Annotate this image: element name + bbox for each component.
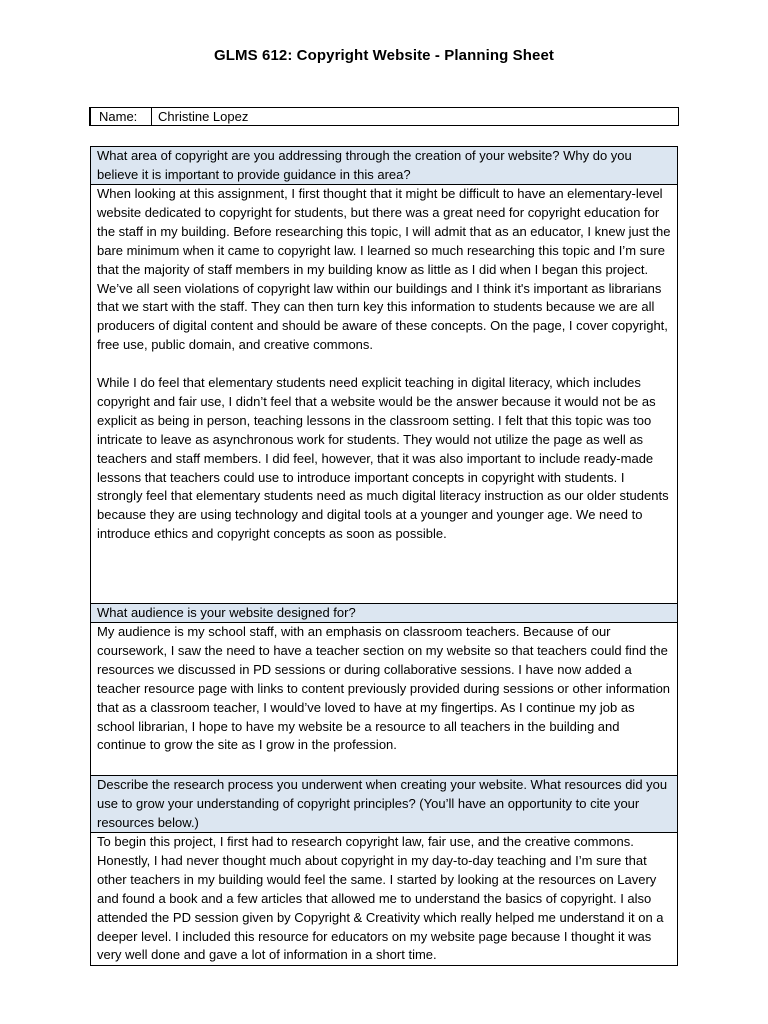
section-audience (90, 603, 678, 776)
name-value: Christine Lopez (158, 109, 249, 124)
answer-copyright-area (91, 185, 677, 603)
section-copyright-area (90, 146, 678, 603)
answer-paragraph: To begin this project, I first had to research copyright law, fair use, and the creative commons. Honestly, I had never thought much about copyright in my day-to-day teaching and I’m sure that other teachers in my building would feel the same. I started by looking at the resources on Lavery and found a book and a few articles that allowed me to understand the basics of copyright. I also attended the PD session given by Copyright & Creativity which really helped me understand it on a deeper level. I included this resource for educators on my website page because I thought it was very well done and gave a lot of information in a short time. (97, 834, 664, 963)
section-research-process (90, 775, 678, 966)
answer-paragraph: While I do feel that elementary students need explicit teaching in digital literacy, which includes copyright and fair use, I didn’t feel that a website would be the answer because it would not be as explicit as being in person, teaching lessons in the classroom setting. I felt that this topic was too intricate to leave as asynchronous work for students. They would not utilize the page as well as teachers and staff members. I did feel, however, that it was also important to include ready-made lessons that teachers could use to introduce important concepts in copyright with students. I strongly feel that elementary students need as much digital literacy instruction as our older students because they are using technology and digital tools at a younger and younger age. We need to introduce ethics and copyright concepts as soon as possible. (97, 375, 669, 542)
question-audience: What audience is your website designed for? (91, 603, 677, 623)
answer-audience (91, 623, 677, 776)
answer-research-process (91, 833, 677, 966)
question-research-process: Describe the research process you underwent when creating your website. What resources did you use to grow your understanding of copyright principles? (You’ll have an opportunity to cite your resources below.) (91, 775, 677, 833)
question-copyright-area: What area of copyright are you addressing through the creation of your website? Why do you believe it is important to provide guidance in this area? (91, 146, 677, 185)
name-label: Name: (91, 108, 152, 125)
answer-paragraph: When looking at this assignment, I first thought that it might be difficult to have an elementary-level website dedicated to copyright for students, but there was a great need for copyright education for the staff in my building. Before researching this topic, I will admit that as an educator, I knew just the bare minimum when it came to copyright law. I learned so much researching this topic and I’m sure that the majority of staff members in my building know as little as I did when I began this project. We’ve all seen violations of copyright law within our buildings and I think it's important as librarians that we start with the staff. They can then turn key this information to students because we are all producers of digital content and should be aware of these concepts. On the page, I cover copyright, free use, public domain, and creative commons. (97, 186, 671, 353)
name-row (89, 107, 679, 126)
answer-paragraph: My audience is my school staff, with an emphasis on classroom teachers. Because of our coursework, I saw the need to have a teacher section on my website so that teachers could find the resources we discussed in PD sessions or during collaborative sessions. I have now added a teacher resource page with links to content previously provided during sessions or other information that as a classroom teacher, I would’ve loved to have at my fingertips. As I continue my job as school librarian, I hope to have my website be a resource to all teachers in the building and continue to grow the site as I grow in the profession. (97, 624, 671, 753)
page-title: GLMS 612: Copyright Website - Planning Sheet (214, 47, 554, 64)
